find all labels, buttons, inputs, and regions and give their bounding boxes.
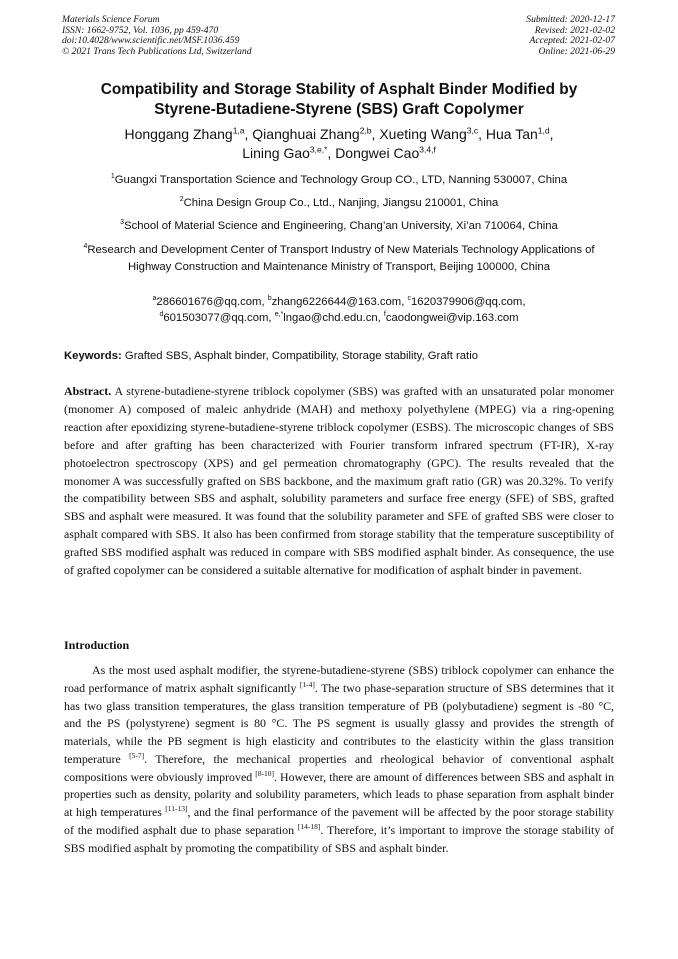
affiliation-num: 2 (179, 196, 184, 204)
author: Xueting Wang (379, 126, 467, 142)
affiliation-num: 4 (83, 243, 88, 251)
citation[interactable]: [14-18] (297, 821, 321, 831)
author-sup: 1,a (232, 125, 245, 136)
citation[interactable]: [8-10] (255, 768, 274, 778)
intro-text: . Therefore, the mechanical properties and rheological behavior of conventional asphalt compositions were obviously improved (64, 751, 614, 784)
author: Honggang Zhang (124, 126, 233, 142)
intro-text: . However, there are amount of differences between SBS and asphalt in properties such as density, polarity and solubility parameters, which leads to phase separation from asphalt binder at high temperatures (64, 769, 615, 819)
online-date: Online: 2021-06-29 (538, 45, 615, 57)
introduction-paragraph (64, 662, 614, 857)
revised-date: Revised: 2021-02-02 (534, 24, 615, 36)
affiliation (60, 219, 618, 234)
affiliation (60, 173, 618, 188)
keywords-label: Keywords: (64, 350, 122, 362)
abstract-text: A styrene-butadiene-styrene triblock copolymer (SBS) was grafted with an unsaturated polar monomer (monomer A) composed of maleic anhydride (MAH) and methoxy polyethylene (MPEG) via a ring-opening reaction after epoxidizing styrene-butadiene-styrene triblock copolymer (ESBS). The microscopic changes of SBS before and after grafting has been characterized with Fourier transform infrared spectrum (FT-IR), X-ray photoelectron spectroscopy (XPS) and gel permeation chromatography (GPC). The results revealed that the monomer A was successfully grafted on SBS backbone, and the maximum graft ratio (GR) was 20.32%. To verify the compatibility between SBS and asphalt, solubility parameters and surface free energy (SFE) of SBS, grafted SBS and asphalt were measured. It was found that the solubility parameter and SFE of grafted SBS were closer to asphalt compared with SBS. It also has been confirmed from storage stability that the temperature susceptibility of grafted SBS modified asphalt was reduced in compare with SBS modified asphalt binder. As consequence, the use of grafted copolymer can be considered a suitable alternative for modification of asphalt binder in pavement. (64, 384, 614, 578)
affiliation (60, 196, 618, 211)
submitted-date: Submitted: 2020-12-17 (526, 14, 615, 25)
abstract (64, 383, 614, 580)
author-sep: , (478, 126, 486, 142)
citation[interactable]: [11-13] (165, 804, 188, 814)
paper-title (40, 80, 638, 120)
author-sup: 3,e,* (309, 144, 328, 155)
keywords (64, 349, 614, 364)
copyright-line: © 2021 Trans Tech Publications Ltd, Switzerland (62, 45, 252, 57)
author-sep: , (371, 126, 380, 142)
abstract-label: Abstract. (64, 384, 112, 398)
author: Hua Tan (485, 126, 538, 142)
author-sep: , (244, 126, 253, 142)
citation[interactable]: [1-4] (299, 679, 315, 689)
citation[interactable]: [5-7] (129, 750, 145, 760)
intro-text: , and the final performance of the pavement will be affected by the poor storage stability of the modified asphalt due to phase separation (64, 805, 614, 837)
author-sep: , (549, 126, 554, 142)
email[interactable]: zhang6226644@163.com, (271, 296, 408, 308)
issn-line: ISSN: 1662-9752, Vol. 1036, pp 459-470 (62, 24, 219, 36)
email-sup: f (383, 310, 386, 318)
email[interactable]: 601503077@qq.com, (163, 311, 275, 324)
author: Lining Gao (242, 145, 310, 161)
intro-text: . Therefore, it’s important to improve the storage stability of SBS modified asphalt by promoting the compatibility of SBS and asphalt binder. (64, 822, 614, 855)
journal-name: Materials Science Forum (62, 14, 160, 25)
email-sup: c (407, 295, 411, 303)
author: Qianghuai Zhang (252, 126, 360, 142)
title-line-2: Styrene-Butadiene-Styrene (SBS) Graft Copolymer (154, 101, 524, 118)
submission-dates (526, 15, 615, 57)
affiliation (72, 242, 606, 275)
author-list (40, 125, 638, 163)
journal-info (62, 15, 252, 57)
author-sup: 2,b (359, 125, 372, 136)
email[interactable]: caodongwei@vip.163.com (385, 311, 519, 324)
affiliation-num: 1 (110, 173, 115, 181)
accepted-date: Accepted: 2021-02-07 (529, 35, 615, 47)
email[interactable]: lngao@chd.edu.cn, (283, 311, 384, 324)
intro-text: . The two phase-separation structure of SBS determines that it has two glass transition temperatures, the glass transition temperature of PB (polybutadiene) segment is -80 °C, and the PS (polystyrene) segment is 80 °C. The PS segment is usually glassy and provides the strength of materials, while the PB segment is high elasticity and contributes to the elasticity within the glass transition temperature (64, 680, 615, 766)
affiliation-text: Guangxi Transportation Science and Technology Group CO., LTD, Nanning 530007, China (114, 174, 568, 186)
title-line-1: Compatibility and Storage Stability of Asphalt Binder Modified by (100, 81, 578, 98)
author-sup: 3,4,f (419, 144, 436, 155)
author-sup: 3,c (466, 125, 479, 136)
email-list (60, 295, 618, 326)
email-sup: a (152, 295, 157, 303)
email-sup: b (267, 295, 272, 303)
affiliation-text: China Design Group Co., Ltd., Nanjing, Jiangsu 210001, China (183, 197, 499, 209)
affiliation-num: 3 (120, 219, 125, 227)
author-sep: , (327, 145, 336, 161)
email-sup: d (159, 310, 164, 318)
keywords-text: Grafted SBS, Asphalt binder, Compatibility, Storage stability, Graft ratio (121, 350, 478, 362)
email-sup: e,* (274, 310, 284, 318)
doi-line[interactable]: doi:10.4028/www.scientific.net/MSF.1036.459 (62, 35, 240, 47)
author: Dongwei Cao (335, 145, 420, 161)
email[interactable]: 286601676@qq.com, (156, 296, 268, 308)
author-sup: 1,d (537, 125, 550, 136)
email[interactable]: 1620379906@qq.com, (411, 296, 526, 308)
section-heading-introduction: Introduction (64, 638, 130, 652)
intro-text: As the most used asphalt modifier, the styrene-butadiene-styrene (SBS) triblock copolymer can enhance the road performance of matrix asphalt significantly (64, 663, 614, 695)
affiliation-text: School of Material Science and Engineering, Chang’an University, Xi’an 710064, China (124, 220, 558, 232)
affiliation-text: Research and Development Center of Transport Industry of New Materials Technology Applications of Highway Construction and Maintenance Ministry of Transport, Beijing 100000, China (87, 244, 595, 273)
